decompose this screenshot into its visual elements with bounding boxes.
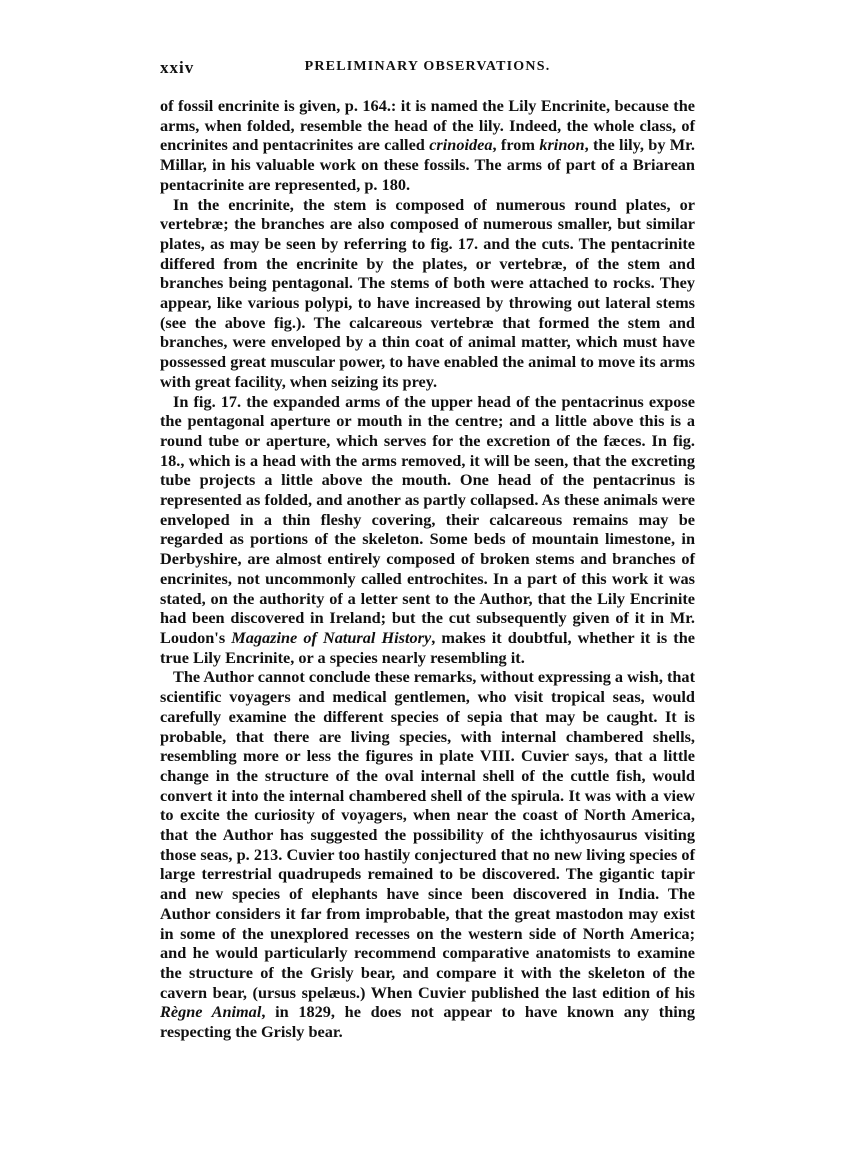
body-text bbox=[160, 96, 695, 1042]
italic-phrase: krinon bbox=[539, 135, 585, 155]
page-header bbox=[160, 58, 695, 84]
running-head: PRELIMINARY OBSERVATIONS. bbox=[304, 59, 551, 74]
paragraph-4: The Author cannot conclude these remarks, without expressing a wish, that scientific voyagers and medical gentlemen, who visit tropical seas, would carefully examine the different species of sepia that may be caught. It is probable, that there are living species, with internal chambered shells, resembling more or less the figures in plate VIII. Cuvier says, that a little change in the structure of the oval internal shell of the cuttle fish, would convert it into the internal chambered shell of the spirula. It was with a view to excite the curiosity of voyagers, when near the coast of North America, that the Author has suggested the possibility of the ichthyosaurus visiting those seas, p. 213. Cuvier too hastily conjectured that no new living species of large terrestrial quadrupeds remained to be discovered. The gigantic tapir and new species of elephants have since been discovered in India. The Author considers it far from improbable, that the great mastodon may exist in some of the unexplored recesses on the western side of North America; and he would particularly recommend comparative anatomists to examine the structure of the Grisly bear, and compare it with the skeleton of the cavern bear, (ursus spelæus.) When Cuvier published the last edition of his Règne Animal, in 1829, he does not appear to have known any thing respecting the Grisly bear. bbox=[160, 667, 695, 1042]
paragraph-2: In the encrinite, the stem is composed of numerous round plates, or vertebræ; the branches are also composed of numerous smaller, but similar plates, as may be seen by referring to fig. 17. and the cuts. The pentacrinite differed from the encrinite by the plates, or vertebræ, of the stem and branches being pentagonal. The stems of both were attached to rocks. They appear, like various polypi, to have increased by throwing out lateral stems (see the above fig.). The calcareous vertebræ that formed the stem and branches, were enveloped by a thin coat of animal matter, which must have possessed great muscular power, to have enabled the animal to move its arms with great facility, when seizing its prey. bbox=[160, 194, 695, 391]
paragraph-3: In fig. 17. the expanded arms of the upper head of the pentacrinus expose the pentagonal aperture or mouth in the centre; and a little above this is a round tube or aperture, which serves for the excretion of the fæces. In fig. 18., which is a head with the arms removed, it will be seen, that the excreting tube projects a little above the mouth. One head of the pentacrinus is represented as folded, and another as partly collapsed. As these animals were enveloped in a thin fleshy covering, their calcareous remains may be regarded as portions of the skeleton. Some beds of mountain limestone, in Derbyshire, are almost entirely composed of broken stems and branches of encrinites, not uncommonly called entrochites. In a part of this work it was stated, on the authority of a letter sent to the Author, that the Lily Encrinite had been discovered in Ireland; but the cut subsequently given of it in Mr. Loudon's Magazine of Natural History, makes it doubtful, whether it is the true Lily Encrinite, or a species nearly resembling it. bbox=[160, 391, 695, 667]
italic-phrase: crinoidea bbox=[429, 135, 493, 155]
paragraph-1: of fossil encrinite is given, p. 164.: it is named the Lily Encrinite, because the arms, when folded, resemble the head of the lily. Indeed, the whole class, of encrinites and pentacrinites are called crinoidea, from krinon, the lily, by Mr. Millar, in his valuable work on these fossils. The arms of part of a Briarean pentacrinite are represented, p. 180. bbox=[160, 96, 695, 194]
page-number: xxiv bbox=[160, 58, 195, 77]
italic-phrase: Magazine of Natural History bbox=[231, 627, 432, 647]
italic-phrase: Règne Animal bbox=[160, 1002, 262, 1022]
